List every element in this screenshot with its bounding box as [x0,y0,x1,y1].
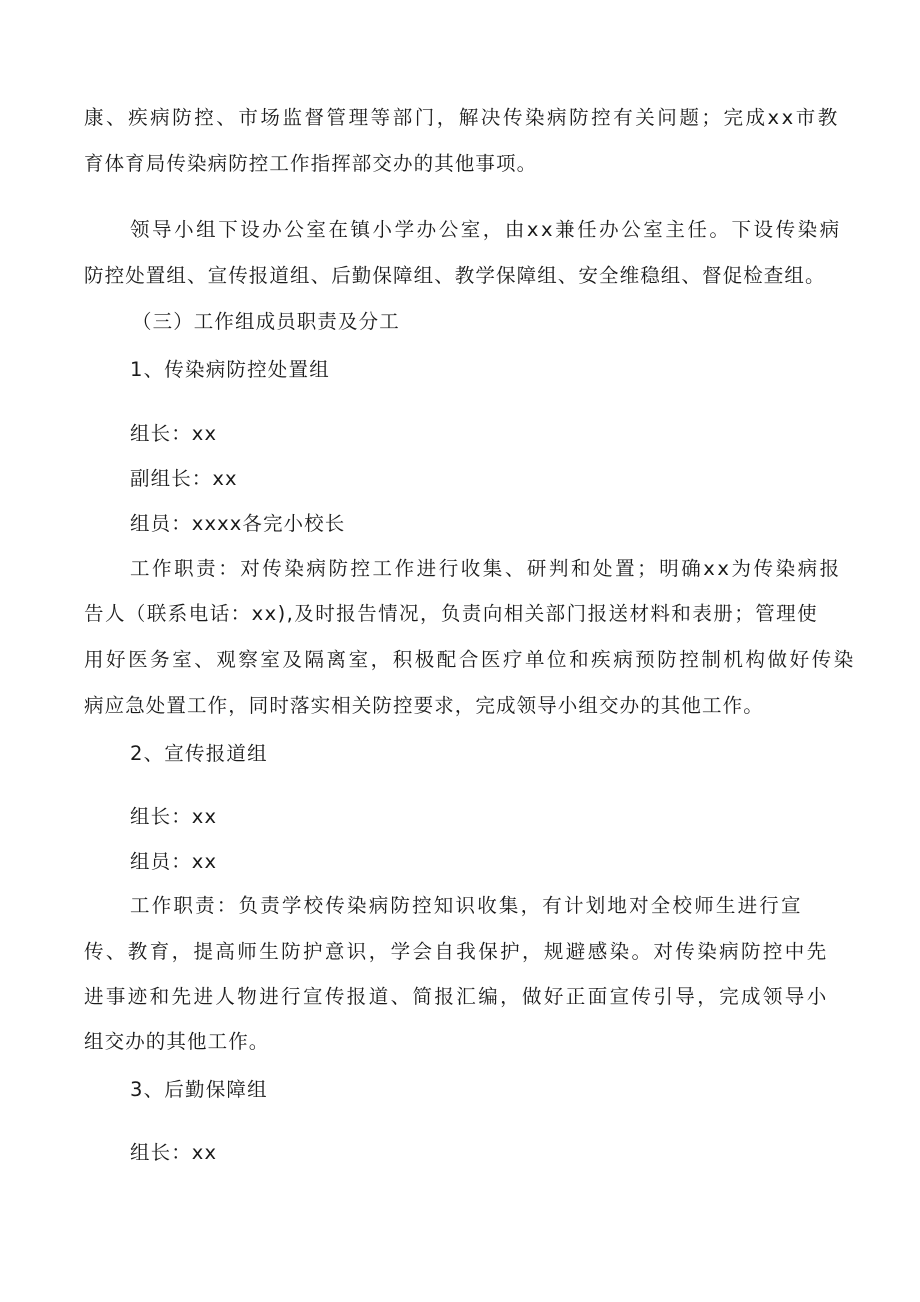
group-1-duty-line-4: 病应急处置工作，同时落实相关防控要求，完成领导小组交办的其他工作。 [84,694,764,717]
group-3-heading: 3、后勤保障组 [130,1078,268,1101]
group-2-duty-line-3: 进事迹和先进人物进行宣传报道、简报汇编，做好正面宣传引导，完成领导小 [84,985,829,1008]
paragraph-2-line-2: 防控处置组、宣传报道组、后勤保障组、教学保障组、安全维稳组、督促检查组。 [84,264,826,287]
group-1-members: 组员：xxxx各完小校长 [130,512,346,535]
paragraph-1-line-1: 康、疾病防控、市场监督管理等部门，解决传染病防控有关问题；完成xx市教 [84,106,840,129]
group-2-duty-line-2: 传、教育，提高师生防护意识，学会自我保护，规避感染。对传染病防控中先 [84,940,829,963]
group-1-leader: 组长：xx [130,422,218,445]
group-2-duty-line-4: 组交办的其他工作。 [84,1030,270,1053]
group-1-duty-line-3: 用好医务室、观察室及隔离室，积极配合医疗单位和疾病预防控制机构做好传染 [84,648,856,671]
group-2-duty-line-1: 工作职责：负责学校传染病防控知识收集，有计划地对全校师生进行宣 [130,894,803,917]
group-1-deputy: 副组长：xx [130,467,238,490]
group-2-leader: 组长：xx [130,805,218,828]
group-2-heading: 2、宣传报道组 [130,742,268,765]
group-1-duty-line-2: 告人（联系电话：xx),及时报告情况，负责向相关部门报送材料和表册；管理使 [84,602,819,625]
section-heading: （三）工作组成员职责及分工 [132,310,400,333]
group-3-leader: 组长：xx [130,1141,218,1164]
paragraph-2-line-1: 领导小组下设办公室在镇小学办公室，由xx兼任办公室主任。下设传染病 [130,218,842,241]
paragraph-1-line-2: 育体育局传染病防控工作指挥部交办的其他事项。 [84,152,538,175]
group-1-heading: 1、传染病防控处置组 [130,358,330,381]
group-1-duty-line-1: 工作职责：对传染病防控工作进行收集、研判和处置；明确xx为传染病报 [130,557,842,580]
group-2-members: 组员：xx [130,850,218,873]
